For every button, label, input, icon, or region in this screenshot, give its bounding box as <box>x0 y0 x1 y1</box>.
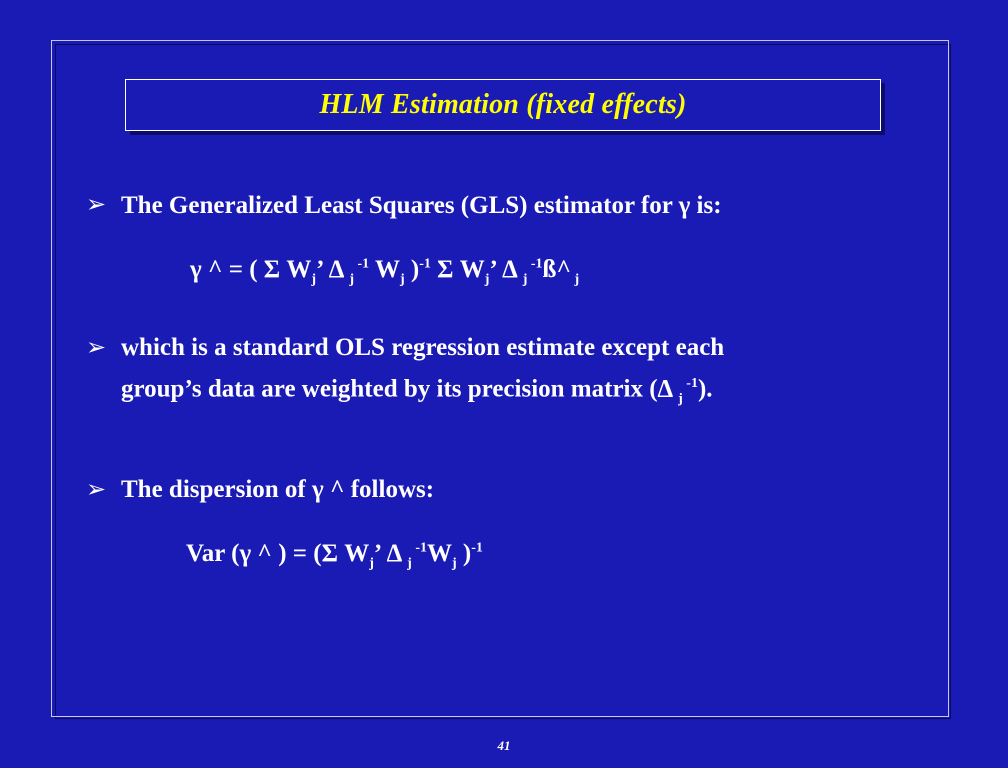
gls-equation: γ ^ = ( Σ $W_j$’ Δ $_j$ $^{-1}$ $W_j$ )$^{-1}$ Σ $W_j$’ Δ $_j$ $^{-1}$ß^ $_j$ <box>190 256 580 287</box>
bullet-2-line-2: group’s data are weighted by its precision matrix (Δ $_j$ $^{-1}$). <box>121 375 713 407</box>
bullet-2-line-1: which is a standard OLS regression estimate except each <box>121 334 725 361</box>
bullet-arrow-icon: ➢ <box>86 190 107 218</box>
bullet-arrow-icon: ➢ <box>86 333 107 361</box>
bullet-arrow-icon: ➢ <box>86 475 107 503</box>
variance-equation: Var (γ ^ ) = (Σ $W_j$’ Δ $_j$ $^{-1}W_j$ )$^{-1}$ <box>186 540 483 571</box>
page-number: 41 <box>497 738 511 753</box>
bullet-3-text: The dispersion of γ ^ follows: <box>121 476 435 503</box>
title-box <box>125 79 881 131</box>
bullet-1-text: The Generalized Least Squares (GLS) estimator for γ is: <box>121 192 722 219</box>
slide-title: HLM Estimation (fixed effects) <box>319 89 687 120</box>
